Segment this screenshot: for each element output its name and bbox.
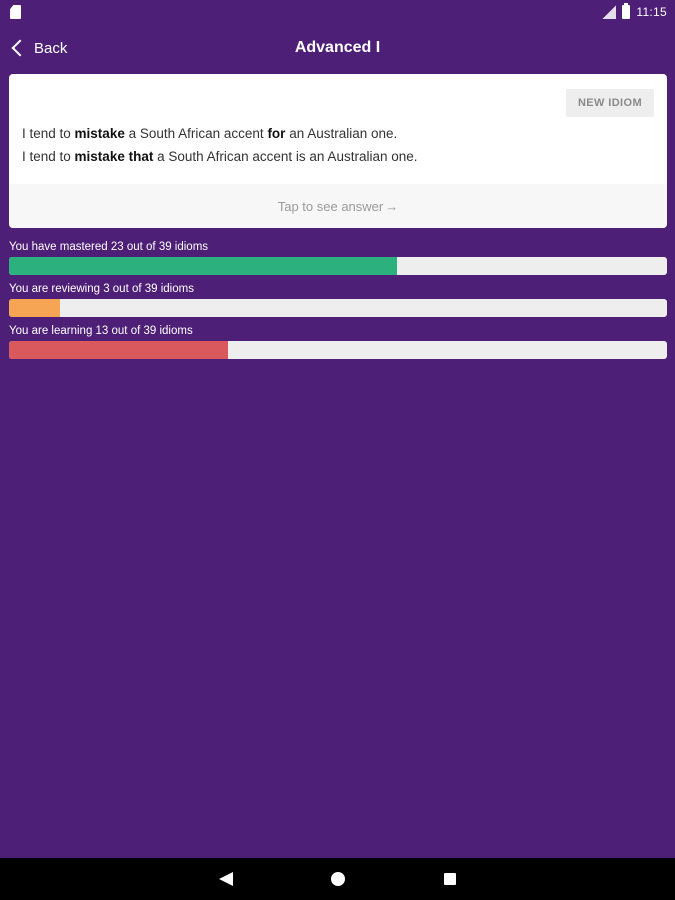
- battery-icon: [622, 5, 630, 19]
- learning-label: You are learning 13 out of 39 idioms: [9, 325, 193, 337]
- arrow-right-icon: →: [385, 198, 399, 214]
- nav-recents-icon[interactable]: [444, 873, 456, 885]
- status-left: [10, 5, 21, 19]
- mastered-label: You have mastered 23 out of 39 idioms: [9, 241, 209, 253]
- answer-label: Tap to see answer: [277, 198, 384, 214]
- nav-back-icon[interactable]: [219, 872, 233, 886]
- reviewing-label: You are reviewing 3 out of 39 idioms: [9, 283, 194, 295]
- system-nav-bar: [0, 858, 675, 900]
- tap-to-see-answer-button[interactable]: [9, 184, 667, 228]
- status-right: [602, 5, 667, 19]
- idiom-card: [9, 74, 667, 228]
- new-idiom-button[interactable]: NEW IDIOM: [566, 89, 654, 117]
- mastered-progress: [9, 241, 667, 275]
- learning-bar-fill: [9, 341, 228, 359]
- page-title: Advanced I: [294, 39, 381, 56]
- mastered-bar-fill: [9, 257, 397, 275]
- example-sentence-2: I tend to mistake that a South African accent is an Australian one.: [22, 149, 418, 164]
- signal-icon: [602, 5, 616, 19]
- back-label: Back: [34, 39, 68, 57]
- reviewing-progress: [9, 283, 667, 317]
- example-sentence-1: I tend to mistake a South African accent for an Australian one.: [22, 126, 398, 141]
- reviewing-bar-track: [9, 299, 667, 317]
- chevron-left-icon: [12, 40, 29, 57]
- learning-bar-track: [9, 341, 667, 359]
- nav-home-icon[interactable]: [331, 872, 345, 886]
- learning-progress: [9, 325, 667, 359]
- reviewing-bar-fill: [9, 299, 60, 317]
- status-time: 11:15: [636, 5, 667, 19]
- app-bar: [0, 24, 675, 72]
- status-bar: [0, 0, 675, 24]
- sd-card-icon: [10, 5, 21, 19]
- back-button[interactable]: [10, 36, 67, 60]
- mastered-bar-track: [9, 257, 667, 275]
